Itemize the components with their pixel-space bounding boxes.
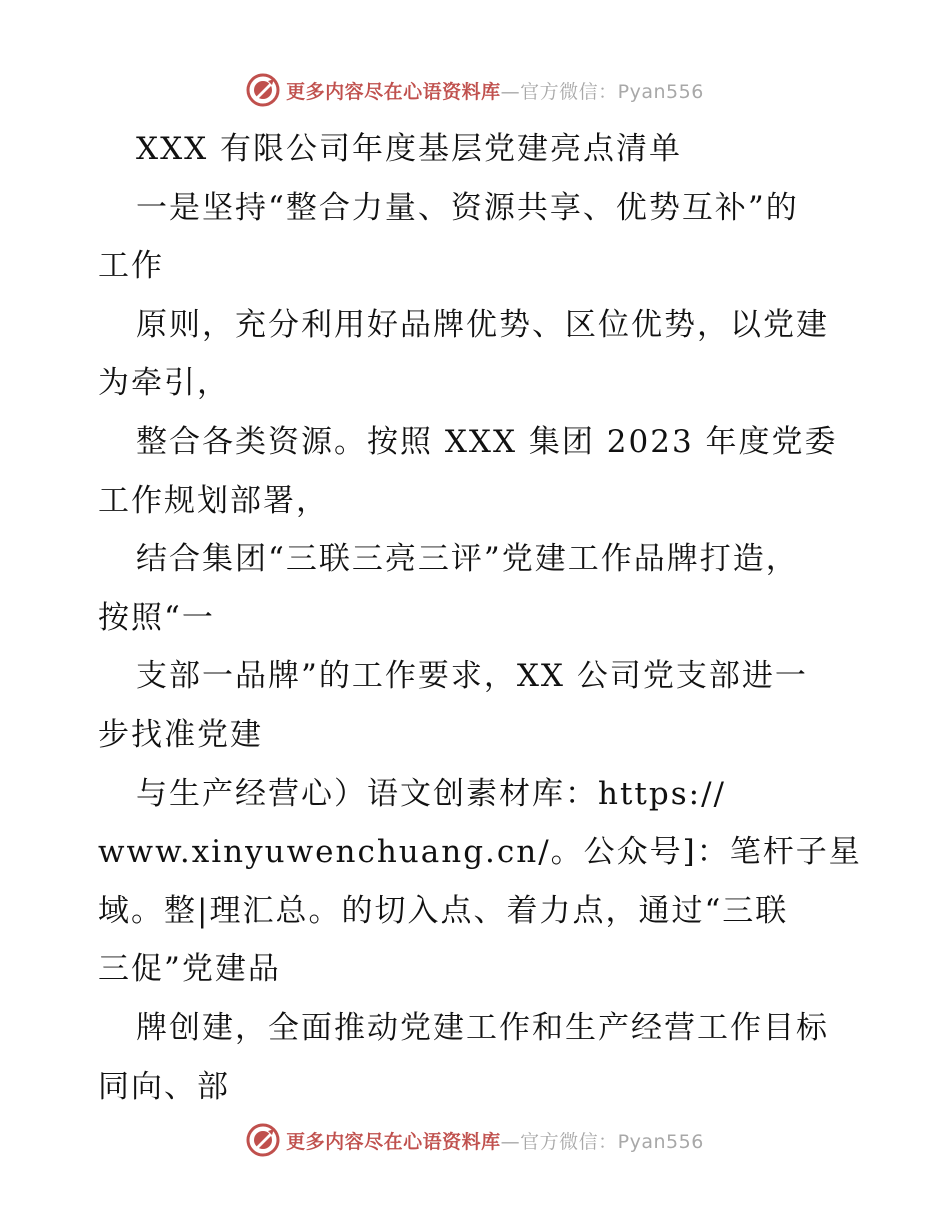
header-wechat-text: —官方微信：Pyan556 — [500, 80, 704, 103]
footer-wechat-text: —官方微信：Pyan556 — [500, 1130, 704, 1153]
paragraph-line: 支部一品牌”的工作要求，XX 公司党支部进一 — [136, 658, 808, 695]
header-brand-text: 更多内容尽在心语资料库 — [286, 80, 501, 103]
pen-logo-icon — [246, 73, 280, 107]
paragraph-line: 与生产经营心）语文创素材库：https:// — [136, 775, 726, 812]
paragraph-line: 工作规划部署， — [98, 482, 329, 519]
footer-text — [286, 1127, 704, 1154]
paragraph-line: 三促”党建品 — [98, 951, 281, 988]
paragraph-line: 一是坚持“整合力量、资源共享、优势互补”的 — [136, 189, 799, 226]
footer-banner — [0, 1120, 950, 1160]
paragraph-line: 域。整|理汇总。的切入点、着力点，通过“三联 — [98, 892, 789, 929]
document-title: XXX 有限公司年度基层党建亮点清单 — [136, 131, 683, 167]
footer-brand-text: 更多内容尽在心语资料库 — [286, 1130, 501, 1153]
paragraph-line: 为牵引， — [98, 365, 230, 402]
pen-logo-icon — [246, 1123, 280, 1157]
paragraph-line: 结合集团“三联三亮三评”党建工作品牌打造， — [136, 541, 799, 578]
header-text — [286, 77, 704, 104]
paragraph-line: www.xinyuwenchuang.cn/。公众号]：笔杆子星 — [98, 834, 862, 871]
paragraph-line: 整合各类资源。按照 XXX 集团 2023 年度党委 — [136, 423, 838, 460]
paragraph-line: 按照“一 — [98, 599, 215, 636]
paragraph-line: 工作 — [98, 248, 164, 285]
document-body — [98, 120, 862, 1116]
paragraph-line: 步找准党建 — [98, 716, 263, 753]
paragraph-line: 同向、部 — [98, 1068, 230, 1105]
header-banner — [0, 70, 950, 110]
paragraph-line: 牌创建，全面推动党建工作和生产经营工作目标 — [136, 1009, 829, 1046]
paragraph-line: 原则，充分利用好品牌优势、区位优势，以党建 — [136, 306, 829, 343]
